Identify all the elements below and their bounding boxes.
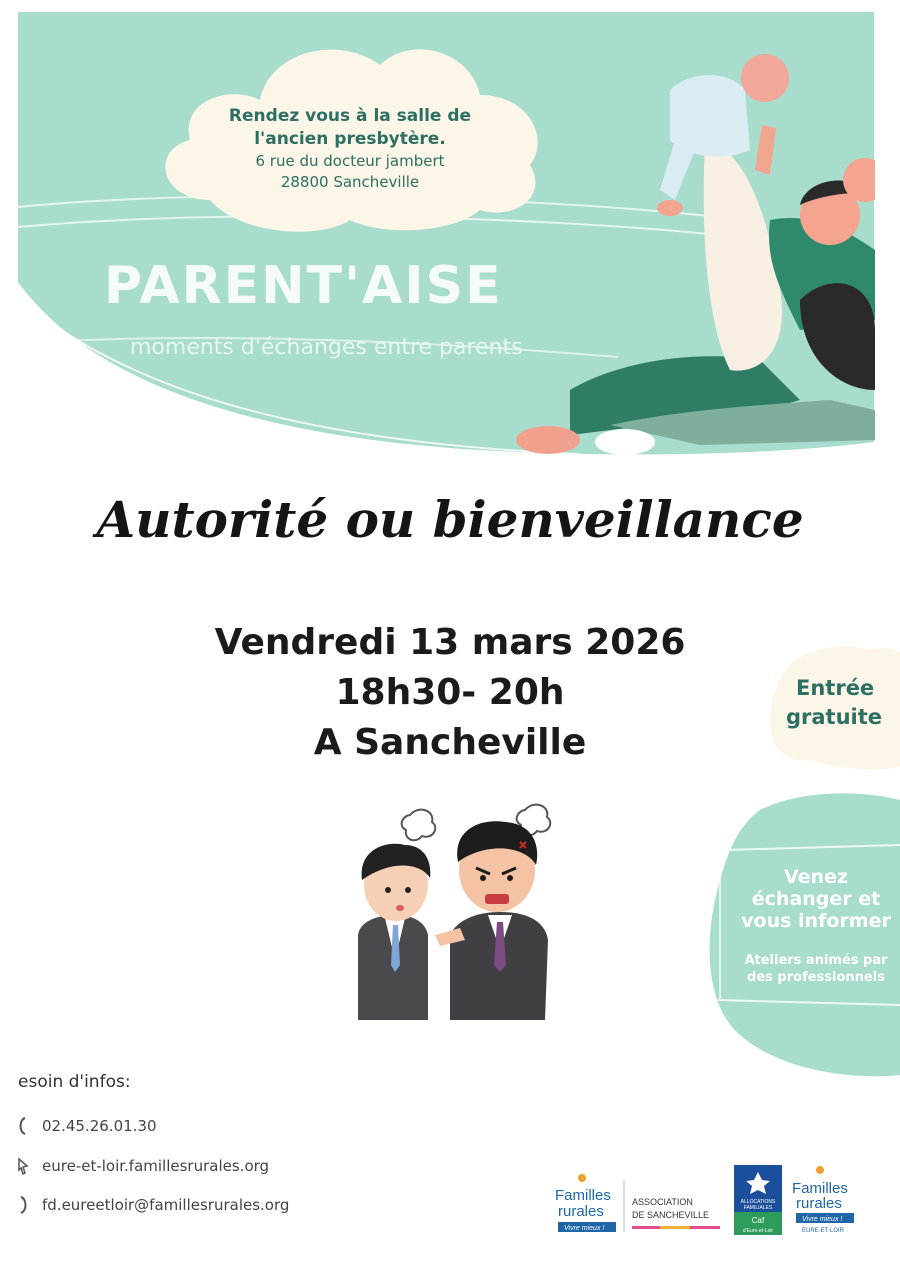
address-street: 6 rue du docteur jambert bbox=[255, 152, 445, 170]
side-line1: Venez bbox=[783, 866, 849, 888]
side-line5: des professionnels bbox=[747, 970, 885, 985]
side-line4: Ateliers animés par bbox=[744, 953, 888, 968]
contact-website[interactable]: eure-et-loir.famillesrurales.org bbox=[42, 1157, 270, 1175]
brand-subtitle: moments d'échanges entre parents bbox=[130, 335, 523, 360]
contact-email-row bbox=[16, 1195, 289, 1215]
fr-word1: Familles bbox=[555, 1187, 611, 1204]
fr2-word2: rurales bbox=[796, 1195, 842, 1212]
address-lead-2: l'ancien presbytère. bbox=[254, 129, 446, 149]
fr-word2: rurales bbox=[558, 1203, 604, 1220]
contact-website-row bbox=[16, 1156, 269, 1176]
address-block bbox=[200, 105, 500, 193]
address-lead-1: Rendez vous à la salle de bbox=[228, 106, 472, 126]
fr-slogan: Vivre mieux ! bbox=[564, 1225, 605, 1232]
family-illustration bbox=[500, 30, 875, 455]
caf-line3: Caf bbox=[751, 1216, 765, 1225]
free-entry-text bbox=[786, 674, 882, 732]
partner-logos bbox=[552, 1160, 882, 1240]
caf-line4: d'Eure-et-Loir bbox=[742, 1228, 774, 1234]
caf-line1: ALLOCATIONS bbox=[740, 1199, 776, 1205]
fr2-word1: Familles bbox=[792, 1180, 848, 1197]
familles-rurales-eure-et-loir-logo bbox=[792, 1166, 854, 1234]
caf-line2: FAMILIALES bbox=[743, 1205, 773, 1211]
contact-phone[interactable]: 02.45.26.01.30 bbox=[42, 1117, 157, 1135]
email-icon bbox=[16, 1195, 30, 1215]
brand-title: PARENT'AISE bbox=[104, 256, 503, 316]
side-panel-text bbox=[736, 866, 896, 986]
phone-icon bbox=[16, 1116, 30, 1136]
fr2-region: EURE-ET-LOIR bbox=[802, 1228, 845, 1234]
contact-heading: esoin d'infos: bbox=[18, 1072, 131, 1092]
caf-logo bbox=[734, 1165, 782, 1235]
event-date: Vendredi 13 mars 2026 bbox=[214, 622, 686, 663]
event-details bbox=[150, 618, 750, 768]
arguing-men-illustration bbox=[340, 800, 570, 1025]
web-cursor-icon bbox=[16, 1156, 30, 1176]
event-time: 18h30- 20h bbox=[335, 672, 565, 713]
event-place: A Sancheville bbox=[313, 722, 587, 763]
fr2-slogan: Vivre mieux ! bbox=[802, 1216, 843, 1223]
address-city: 28800 Sancheville bbox=[280, 173, 420, 191]
association-line2: DE SANCHEVILLE bbox=[632, 1210, 710, 1220]
contact-email[interactable]: fd.eureetloir@famillesrurales.org bbox=[42, 1196, 290, 1214]
free-entry-line2: gratuite bbox=[786, 705, 883, 729]
side-line3: vous informer bbox=[741, 910, 891, 932]
event-title: Autorité ou bienveillance bbox=[96, 490, 804, 549]
side-line2: échanger et bbox=[751, 888, 881, 910]
free-entry-line1: Entrée bbox=[796, 676, 875, 700]
familles-rurales-logo bbox=[555, 1174, 616, 1232]
association-line1: ASSOCIATION bbox=[632, 1197, 693, 1207]
contact-phone-row bbox=[16, 1116, 157, 1136]
